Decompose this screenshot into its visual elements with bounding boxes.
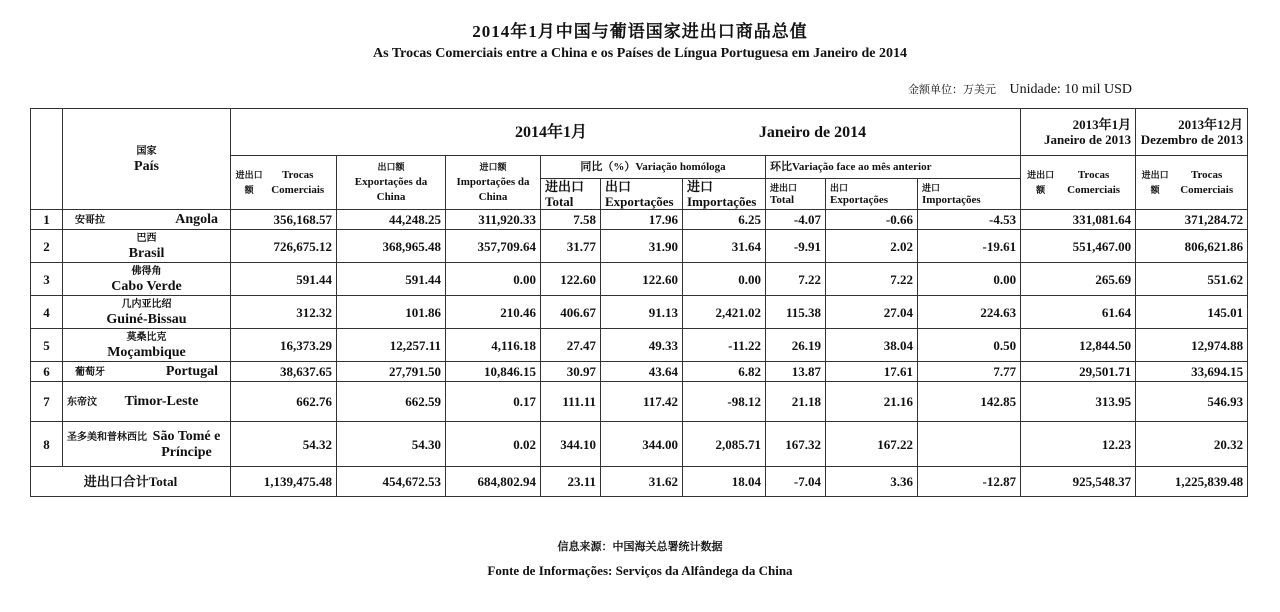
country-name-chinese: 几内亚比绍 [121, 299, 172, 310]
header-yoy-total [541, 179, 601, 210]
cell-mom-imp: 0.50 [918, 329, 1021, 362]
table-row [31, 329, 1248, 362]
cell-mom-total: -4.07 [766, 210, 826, 230]
cell-trade: 356,168.57 [231, 210, 337, 230]
cell-dec2013: 371,284.72 [1136, 210, 1248, 230]
cell-yoy-total: 7.58 [541, 210, 601, 230]
cell-yoy-total: 344.10 [541, 422, 601, 467]
row-index: 4 [31, 296, 63, 329]
cell-trade: 16,373.29 [231, 329, 337, 362]
country-name-portuguese: São Tomé e Príncipe [152, 429, 221, 460]
cell-yoy-exp: 31.90 [601, 230, 683, 263]
header-exports-cell [337, 156, 446, 210]
total-yoy-exp: 31.62 [601, 467, 683, 497]
cell-yoy-total: 31.77 [541, 230, 601, 263]
table-row [31, 296, 1248, 329]
total-label: 进出口合计Total [31, 467, 231, 497]
cell-mom-imp: -4.53 [918, 210, 1021, 230]
country-cell [63, 263, 231, 296]
cell-mom-exp: 2.02 [826, 230, 918, 263]
header-jan2013-portuguese: Janeiro de 2013 [1043, 132, 1132, 147]
table-row [31, 382, 1248, 422]
total-row [31, 467, 1248, 497]
cell-mom-total: 21.18 [766, 382, 826, 422]
header-index-cell [31, 109, 63, 210]
cell-jan2013: 551,467.00 [1021, 230, 1136, 263]
header-jan2013-trade-cell [1021, 156, 1136, 210]
report-title-chinese: 2014年1月中国与葡语国家进出口商品总值 [472, 22, 808, 41]
country-name-portuguese: Angola [175, 211, 218, 227]
total-yoy-total: 23.11 [541, 467, 601, 497]
cell-trade: 54.32 [231, 422, 337, 467]
table-row [31, 362, 1248, 382]
cell-mom-total: 7.22 [766, 263, 826, 296]
cell-jan2013: 61.64 [1021, 296, 1136, 329]
cell-exp: 591.44 [337, 263, 446, 296]
cell-dec2013: 20.32 [1136, 422, 1248, 467]
source-note-portuguese: Fonte de Informações: Serviços da Alfândega da China [487, 563, 793, 578]
total-trade: 1,139,475.48 [231, 467, 337, 497]
header-period-cell [231, 109, 1021, 156]
row-index: 7 [31, 382, 63, 422]
cell-jan2013: 331,081.64 [1021, 210, 1136, 230]
cell-exp: 368,965.48 [337, 230, 446, 263]
cell-mom-total: -9.91 [766, 230, 826, 263]
cell-dec2013: 551.62 [1136, 263, 1248, 296]
unit-note [908, 81, 1132, 98]
cell-imp: 311,920.33 [446, 210, 541, 230]
cell-yoy-imp: -11.22 [683, 329, 766, 362]
header-mom-exports-chinese: 出口 [830, 183, 849, 193]
country-cell [63, 422, 231, 467]
country-cell [63, 210, 231, 230]
header-dec2013-chinese: 2013年12月 [1178, 117, 1244, 132]
header-dec2013-portuguese: Dezembro de 2013 [1140, 132, 1244, 147]
cell-yoy-total: 122.60 [541, 263, 601, 296]
cell-exp: 12,257.11 [337, 329, 446, 362]
header-trade-chinese: 进出口额 [235, 169, 263, 195]
cell-yoy-total: 406.67 [541, 296, 601, 329]
header-mom-cell: 环比Variação face ao mês anterior [766, 156, 1021, 179]
total-jan2013: 925,548.37 [1021, 467, 1136, 497]
cell-trade: 726,675.12 [231, 230, 337, 263]
header-dec2013-trade-portuguese: Trocas Comerciais [1180, 168, 1234, 196]
cell-mom-imp [918, 422, 1021, 467]
header-yoy-exports-portuguese: Exportações [605, 194, 674, 209]
header-dec2013-trade-chinese: 进出口额 [1141, 169, 1169, 195]
cell-yoy-exp: 117.42 [601, 382, 683, 422]
cell-mom-imp: 224.63 [918, 296, 1021, 329]
trade-table [30, 108, 1248, 497]
total-mom-exp: 3.36 [826, 467, 918, 497]
header-mom-exports [826, 179, 918, 210]
total-dec2013: 1,225,839.48 [1136, 467, 1248, 497]
header-yoy-exports-chinese: 出口 [605, 179, 632, 194]
row-index: 5 [31, 329, 63, 362]
row-index: 2 [31, 230, 63, 263]
cell-mom-imp: 0.00 [918, 263, 1021, 296]
header-dec2013-cell [1136, 109, 1248, 156]
cell-mom-imp: 142.85 [918, 382, 1021, 422]
cell-yoy-exp: 43.64 [601, 362, 683, 382]
country-name-chinese: 巴西 [136, 233, 157, 244]
header-imports-cell [446, 156, 541, 210]
total-exp: 454,672.53 [337, 467, 446, 497]
header-country-chinese: 国家 [136, 146, 157, 157]
total-mom-imp: -12.87 [918, 467, 1021, 497]
table-row [31, 210, 1248, 230]
header-jan2013-trade-chinese: 进出口额 [1027, 169, 1055, 195]
country-name-portuguese: Brasil [128, 246, 165, 261]
cell-yoy-imp: 2,421.02 [683, 296, 766, 329]
cell-trade: 591.44 [231, 263, 337, 296]
country-name-portuguese: Timor-Leste [124, 394, 199, 409]
cell-jan2013: 313.95 [1021, 382, 1136, 422]
cell-dec2013: 806,621.86 [1136, 230, 1248, 263]
cell-yoy-imp: 6.25 [683, 210, 766, 230]
country-cell [63, 296, 231, 329]
report-title-portuguese: As Trocas Comerciais entre a China e os Países de Língua Portuguesa em Janeiro de 2014 [373, 46, 907, 61]
header-country-cell [63, 109, 231, 210]
cell-dec2013: 546.93 [1136, 382, 1248, 422]
header-mom-imports [918, 179, 1021, 210]
header-trade-portuguese: Trocas Comerciais [271, 168, 325, 196]
cell-mom-total: 167.32 [766, 422, 826, 467]
cell-jan2013: 29,501.71 [1021, 362, 1136, 382]
cell-trade: 312.32 [231, 296, 337, 329]
cell-imp: 4,116.18 [446, 329, 541, 362]
cell-exp: 54.30 [337, 422, 446, 467]
country-name-chinese: 东帝汶 [67, 397, 97, 408]
cell-yoy-exp: 344.00 [601, 422, 683, 467]
table-row [31, 422, 1248, 467]
cell-mom-total: 115.38 [766, 296, 826, 329]
cell-yoy-total: 27.47 [541, 329, 601, 362]
header-yoy-exports [601, 179, 683, 210]
cell-exp: 101.86 [337, 296, 446, 329]
header-exports-chinese: 出口额 [377, 162, 405, 172]
cell-imp: 210.46 [446, 296, 541, 329]
header-trade-cell [231, 156, 337, 210]
cell-exp: 662.59 [337, 382, 446, 422]
cell-jan2013: 265.69 [1021, 263, 1136, 296]
header-imports-portuguese: Importações da China [456, 176, 530, 203]
country-name-chinese: 安哥拉 [75, 214, 105, 226]
cell-yoy-exp: 49.33 [601, 329, 683, 362]
cell-mom-total: 26.19 [766, 329, 826, 362]
unit-note-portuguese: Unidade: 10 mil USD [1009, 82, 1132, 97]
cell-imp: 0.17 [446, 382, 541, 422]
cell-yoy-imp: 31.64 [683, 230, 766, 263]
country-cell [63, 362, 231, 382]
header-mom-exports-portuguese: Exportações [830, 194, 889, 206]
cell-dec2013: 33,694.15 [1136, 362, 1248, 382]
cell-mom-exp: 38.04 [826, 329, 918, 362]
cell-exp: 27,791.50 [337, 362, 446, 382]
cell-mom-imp: 7.77 [918, 362, 1021, 382]
country-name-portuguese: Cabo Verde [111, 279, 182, 294]
header-jan2013-chinese: 2013年1月 [1072, 117, 1132, 132]
cell-exp: 44,248.25 [337, 210, 446, 230]
cell-mom-exp: 21.16 [826, 382, 918, 422]
row-index: 1 [31, 210, 63, 230]
cell-yoy-total: 111.11 [541, 382, 601, 422]
cell-mom-exp: -0.66 [826, 210, 918, 230]
cell-mom-total: 13.87 [766, 362, 826, 382]
cell-yoy-imp: -98.12 [683, 382, 766, 422]
header-mom-imports-chinese: 进口 [922, 183, 941, 193]
cell-trade: 38,637.65 [231, 362, 337, 382]
row-index: 3 [31, 263, 63, 296]
header-jan2013-trade-portuguese: Trocas Comerciais [1067, 168, 1121, 196]
header-mom-total-chinese: 进出口 [770, 183, 798, 193]
cell-yoy-imp: 2,085.71 [683, 422, 766, 467]
country-name-chinese: 葡萄牙 [75, 366, 105, 378]
country-name-chinese: 圣多美和普林西比 [67, 432, 147, 443]
header-yoy-total-portuguese: Total [545, 194, 574, 209]
header-period-portuguese: Janeiro de 2014 [758, 123, 867, 141]
cell-yoy-total: 30.97 [541, 362, 601, 382]
header-row-1 [31, 109, 1248, 156]
cell-mom-exp: 7.22 [826, 263, 918, 296]
cell-yoy-imp: 0.00 [683, 263, 766, 296]
country-name-portuguese: Guiné-Bissau [106, 312, 187, 327]
row-index: 6 [31, 362, 63, 382]
header-period-chinese: 2014年1月 [515, 123, 588, 141]
header-country-portuguese: País [134, 159, 159, 174]
header-jan2013-cell [1021, 109, 1136, 156]
cell-mom-exp: 27.04 [826, 296, 918, 329]
cell-jan2013: 12,844.50 [1021, 329, 1136, 362]
header-dec2013-trade-cell [1136, 156, 1248, 210]
country-name-chinese: 莫桑比克 [126, 332, 167, 343]
cell-yoy-imp: 6.82 [683, 362, 766, 382]
cell-imp: 357,709.64 [446, 230, 541, 263]
cell-dec2013: 145.01 [1136, 296, 1248, 329]
header-imports-chinese: 进口额 [479, 162, 507, 172]
header-mom-imports-portuguese: Importações [922, 194, 981, 206]
cell-mom-exp: 167.22 [826, 422, 918, 467]
header-yoy-cell: 同比（%）Variação homóloga [541, 156, 766, 179]
cell-trade: 662.76 [231, 382, 337, 422]
cell-yoy-exp: 122.60 [601, 263, 683, 296]
cell-mom-imp: -19.61 [918, 230, 1021, 263]
table-row [31, 230, 1248, 263]
header-exports-portuguese: Exportações da China [354, 176, 428, 203]
cell-jan2013: 12.23 [1021, 422, 1136, 467]
country-cell [63, 230, 231, 263]
cell-mom-exp: 17.61 [826, 362, 918, 382]
cell-yoy-exp: 91.13 [601, 296, 683, 329]
source-note-chinese: 信息来源：中国海关总署统计数据 [557, 541, 723, 553]
country-cell [63, 382, 231, 422]
total-yoy-imp: 18.04 [683, 467, 766, 497]
header-yoy-total-chinese: 进出口 [545, 179, 585, 194]
cell-imp: 10,846.15 [446, 362, 541, 382]
row-index: 8 [31, 422, 63, 467]
header-mom-total-portuguese: Total [770, 194, 795, 206]
country-name-portuguese: Moçambique [107, 345, 186, 360]
unit-note-chinese: 金额单位：万美元 [908, 84, 996, 96]
cell-dec2013: 12,974.88 [1136, 329, 1248, 362]
header-yoy-imports-portuguese: Importações [687, 194, 757, 209]
cell-imp: 0.02 [446, 422, 541, 467]
header-yoy-imports-chinese: 进口 [687, 179, 714, 194]
cell-imp: 0.00 [446, 263, 541, 296]
country-cell [63, 329, 231, 362]
country-name-chinese: 佛得角 [131, 266, 162, 277]
table-row [31, 263, 1248, 296]
total-mom-total: -7.04 [766, 467, 826, 497]
cell-yoy-exp: 17.96 [601, 210, 683, 230]
header-yoy-imports [683, 179, 766, 210]
total-imp: 684,802.94 [446, 467, 541, 497]
header-mom-total [766, 179, 826, 210]
country-name-portuguese: Portugal [165, 363, 218, 379]
